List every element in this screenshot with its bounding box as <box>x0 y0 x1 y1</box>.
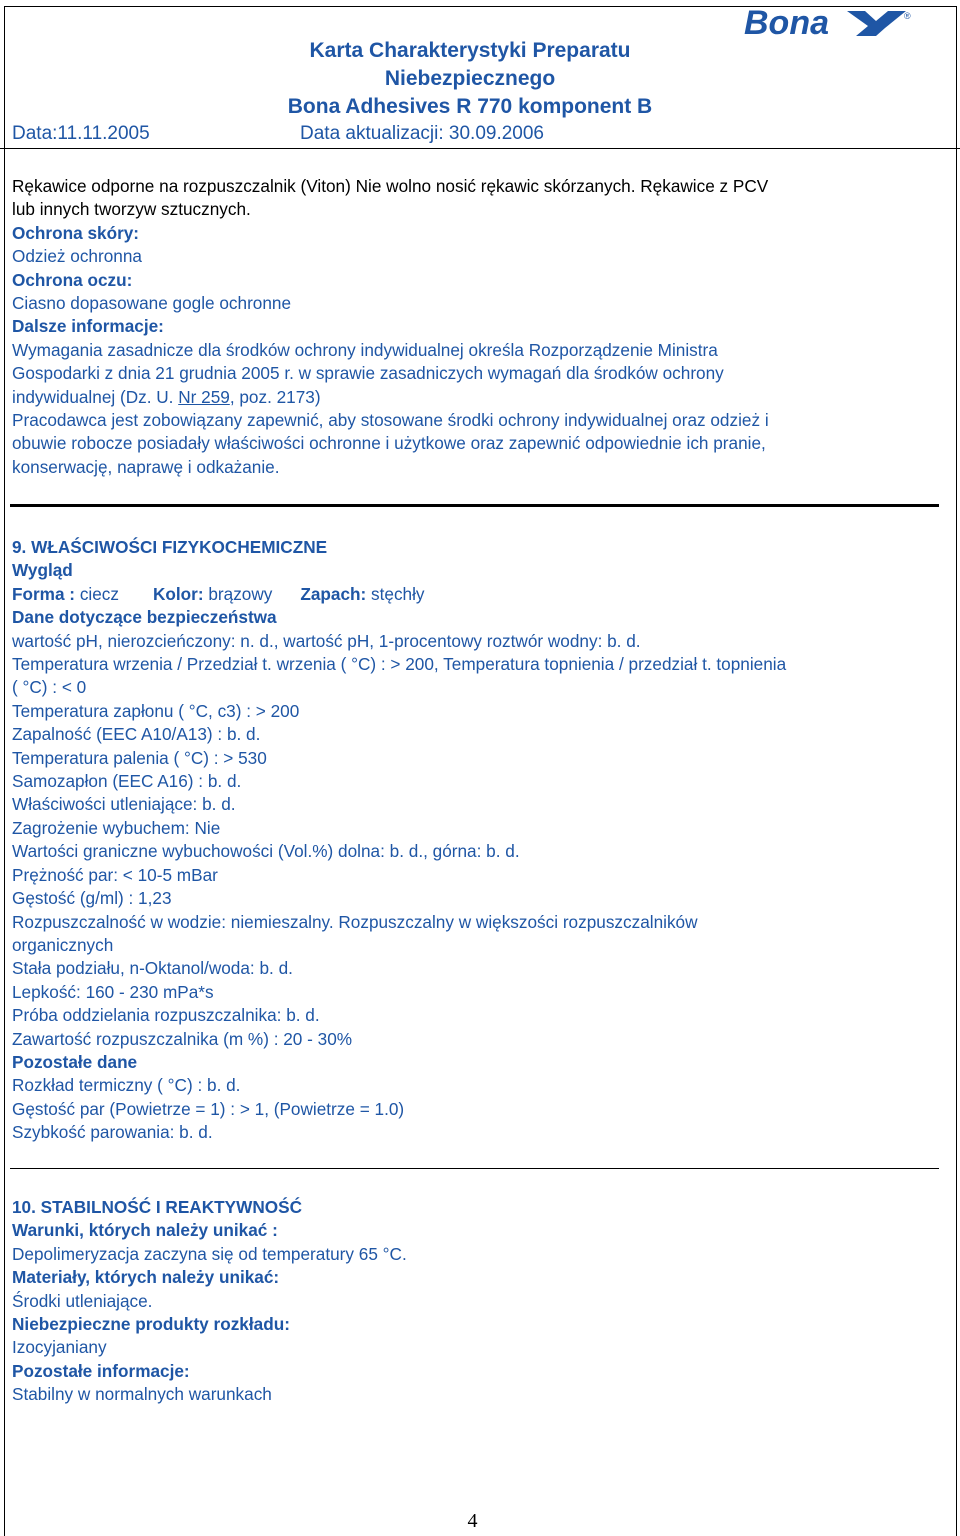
property-line: Stała podziału, n-Oktanol/woda: b. d. <box>12 958 293 979</box>
property-line: ( °C) : < 0 <box>12 677 87 698</box>
color-label: Kolor: <box>152 583 209 604</box>
regulation-ref-c: , poz. 2173) <box>229 386 321 407</box>
property-line: Samozapłon (EEC A16) : b. d. <box>12 771 242 792</box>
update-date: Data aktualizacji: 30.09.2006 <box>300 123 544 144</box>
skin-protection-text: Odzież ochronna <box>12 246 142 267</box>
property-line: organicznych <box>12 934 114 955</box>
color-value: brązowy <box>208 583 273 604</box>
further-info-line-3 <box>12 386 932 409</box>
other-data-line: Rozkład termiczny ( °C) : b. d. <box>12 1075 241 1096</box>
property-line: Lepkość: 160 - 230 mPa*s <box>12 981 214 1002</box>
property-line: Temperatura zapłonu ( °C, c3) : > 200 <box>12 700 300 721</box>
document-title-line1: Karta Charakterystyki Preparatu <box>309 39 631 62</box>
registered-mark: ® <box>904 11 911 21</box>
regulation-ref-link: Nr 259 <box>178 386 230 407</box>
section-10 <box>12 1196 932 1407</box>
avoid-materials-text: Środki utleniające. <box>12 1290 153 1311</box>
section-9 <box>12 536 932 1145</box>
header-divider <box>0 148 960 149</box>
bona-logo <box>744 5 914 39</box>
other-info-text: Stabilny w normalnych warunkach <box>12 1384 272 1405</box>
form-label: Forma : <box>12 583 80 604</box>
skin-protection-heading: Ochrona skóry: <box>12 222 140 243</box>
other-data-line: Szybkość parowania: b. d. <box>12 1122 213 1143</box>
other-data-heading: Pozostałe dane <box>12 1051 138 1072</box>
further-info-line-1: Wymagania zasadnicze dla środków ochrony indywidualnej określa Rozporządzenie Ministra <box>12 339 718 360</box>
further-info-heading: Dalsze informacje: <box>12 316 164 337</box>
avoid-conditions-heading: Warunki, których należy unikać : <box>12 1220 278 1241</box>
further-info-line-2: Gospodarki z dnia 21 grudnia 2005 r. w sprawie zasadniczych wymagań dla środków ochrony <box>12 363 724 384</box>
gloves-text-1: Rękawice odporne na rozpuszczalnik (Viton) Nie wolno nosić rękawic skórzanych. Rękawice z PCV <box>12 176 769 196</box>
property-line: Wartości graniczne wybuchowości (Vol.%) dolna: b. d., górna: b. d. <box>12 841 520 862</box>
safety-data-heading: Dane dotyczące bezpieczeństwa <box>12 607 277 628</box>
section-9-heading: 9. WŁAŚCIWOŚCI FIZYKOCHEMICZNE <box>12 537 328 557</box>
regulation-ref-a: indywidualnej (Dz. U. <box>12 386 179 407</box>
section-divider <box>10 1168 939 1169</box>
property-line: Zawartość rozpuszczalnika (m %) : 20 - 30% <box>12 1028 353 1049</box>
property-line: Zapalność (EEC A10/A13) : b. d. <box>12 724 261 745</box>
employer-duty-line-3: konserwację, naprawę i odkażanie. <box>12 456 280 477</box>
property-line: Właściwości utleniające: b. d. <box>12 794 236 815</box>
appearance-heading: Wygląd <box>12 560 73 581</box>
logo-wordmark: Bona <box>744 5 829 39</box>
property-line: Zagrożenie wybuchem: Nie <box>12 817 221 838</box>
section-divider <box>10 504 939 507</box>
odor-label: Zapach: <box>300 583 372 604</box>
odor-value: stęchły <box>371 583 425 604</box>
avoid-conditions-text: Depolimeryzacja zaczyna się od temperatury 65 °C. <box>12 1243 407 1264</box>
decomposition-text: Izocyjaniany <box>12 1337 107 1358</box>
logo-mark-icon <box>847 11 906 36</box>
other-info-heading: Pozostałe informacje: <box>12 1360 190 1381</box>
document-title-line2: Niebezpiecznego <box>384 67 556 90</box>
product-name: Bona Adhesives R 770 komponent B <box>287 95 653 118</box>
decomposition-heading: Niebezpieczne produkty rozkładu: <box>12 1314 290 1335</box>
property-line: Temperatura palenia ( °C) : > 530 <box>12 747 267 768</box>
employer-duty-line-2: obuwie robocze posiadały właściwości ochronne i użytkowe oraz zapewnić odpowiednie ich pranie, <box>12 433 766 454</box>
property-line: Rozpuszczalność w wodzie: niemieszalny. Rozpuszczalny w większości rozpuszczalników <box>12 911 698 932</box>
property-line: Gęstość (g/ml) : 1,23 <box>12 888 172 909</box>
eye-protection-heading: Ochrona oczu: <box>12 269 133 290</box>
gloves-text-2: lub innych tworzyw sztucznych. <box>12 199 251 220</box>
property-line: Temperatura wrzenia / Przedział t. wrzenia ( °C) : > 200, Temperatura topnienia / przedział t. topnienia <box>12 654 787 675</box>
avoid-materials-heading: Materiały, których należy unikać: <box>12 1267 280 1288</box>
eye-protection-text: Ciasno dopasowane gogle ochronne <box>12 293 292 314</box>
property-line: Prężność par: < 10-5 mBar <box>12 864 218 885</box>
appearance-row <box>12 583 932 606</box>
property-line: Próba oddzielania rozpuszczalnika: b. d. <box>12 1005 320 1026</box>
other-data-line: Gęstość par (Powietrze = 1) : > 1, (Powietrze = 1.0) <box>12 1098 405 1119</box>
section-8-continued <box>12 175 932 479</box>
property-line: wartość pH, nierozcieńczony: n. d., wartość pH, 1-procentowy roztwór wodny: b. d. <box>12 630 641 651</box>
form-value: ciecz <box>79 583 119 604</box>
employer-duty-line-1: Pracodawca jest zobowiązany zapewnić, aby stosowane środki ochrony indywidualnej oraz odzież i <box>12 410 769 431</box>
section-10-heading: 10. STABILNOŚĆ I REAKTYWNOŚĆ <box>12 1197 302 1217</box>
issue-date: Data:11.11.2005 <box>12 123 150 144</box>
page-number: 4 <box>467 1510 478 1532</box>
